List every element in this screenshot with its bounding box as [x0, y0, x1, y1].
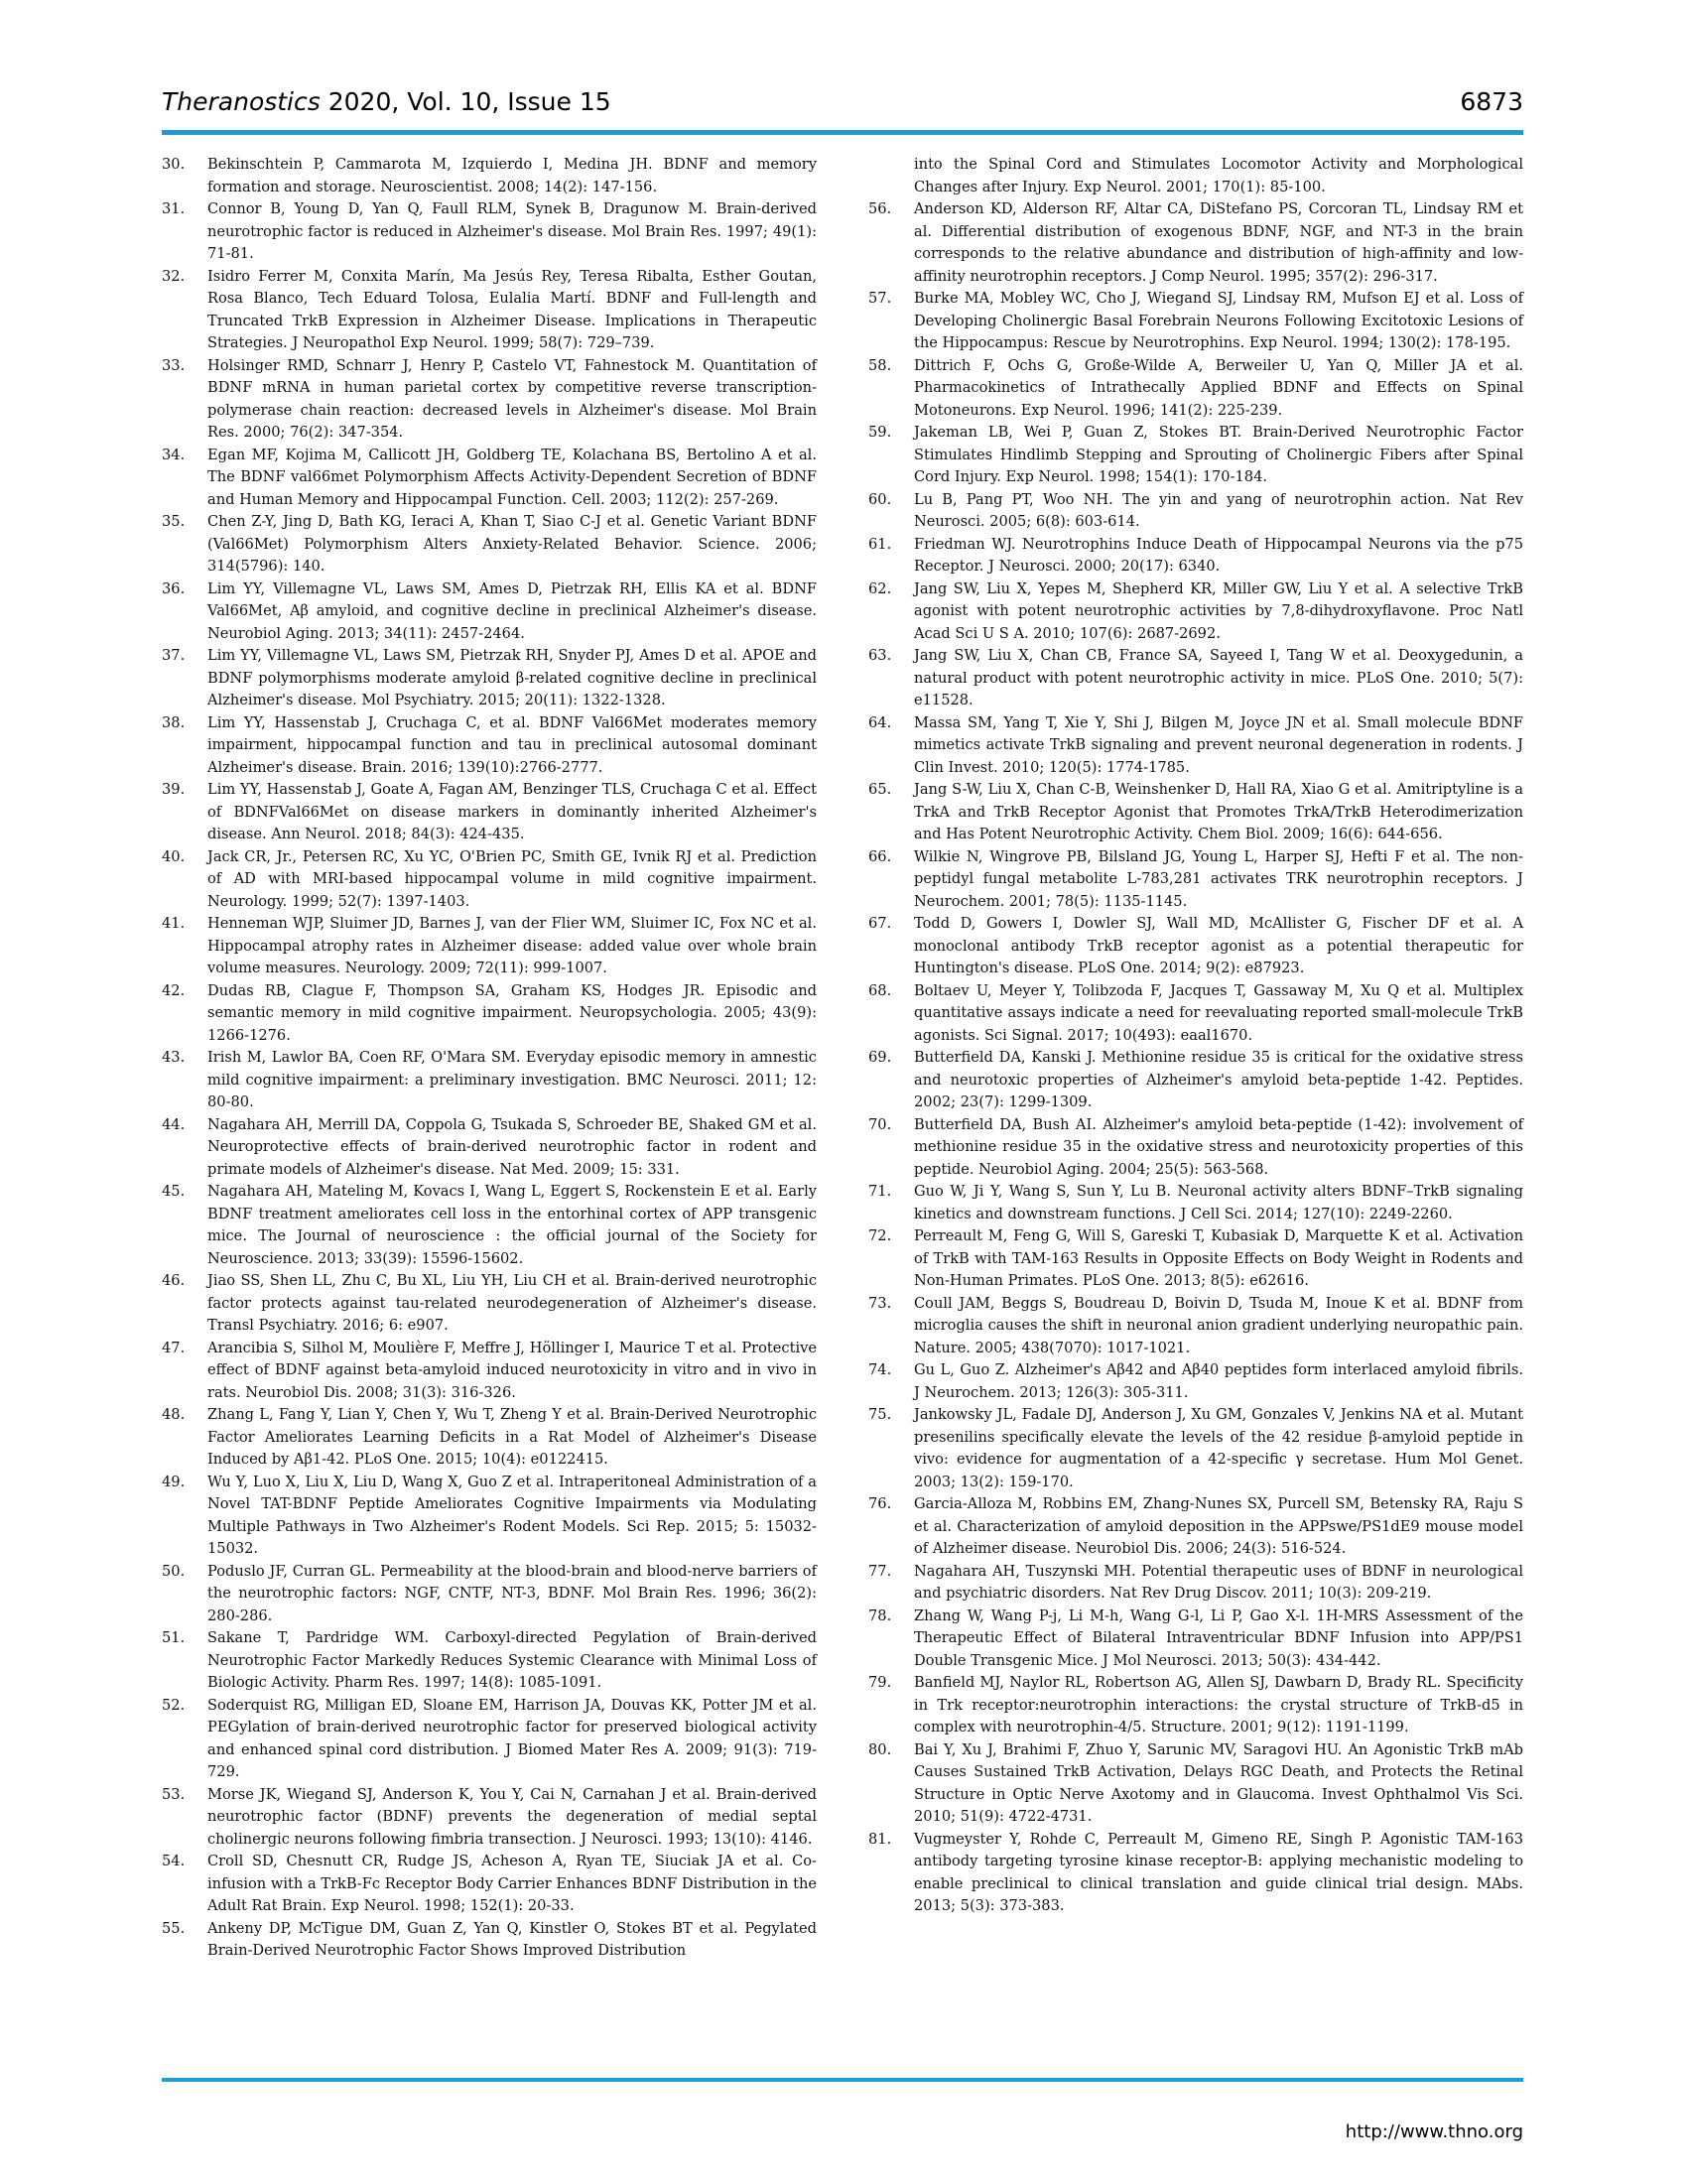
- reference-number: 81.: [868, 1830, 892, 1848]
- reference-item: [868, 1606, 1523, 1673]
- reference-number: 76.: [868, 1495, 892, 1512]
- reference-text: Nagahara AH, Tuszynski MH. Potential therapeutic uses of BDNF in neurological and psychiatric disorders. Nat Rev Drug Discov. 2011; 10(3): 209-219.: [914, 1562, 1523, 1602]
- reference-item: [868, 534, 1523, 578]
- reference-text: Nagahara AH, Merrill DA, Coppola G, Tsukada S, Schroeder BE, Shaked GM et al. Neuroprotective effects of brain-derived neurotrophic factor in rodent and primate models of Alzheimer's disease. Nat Med. 2009; 15: 331.: [207, 1115, 817, 1178]
- reference-item: [162, 913, 817, 980]
- reference-item: [868, 288, 1523, 355]
- reference-text: Boltaev U, Meyer Y, Tolibzoda F, Jacques T, Gassaway M, Xu Q et al. Multiplex quantitative assays indicate a need for reevaluating reported small-molecule TrkB agonists. Sci Signal. 2017; 10(493): eaal1670.: [914, 981, 1523, 1044]
- reference-text: Vugmeyster Y, Rohde C, Perreault M, Gimeno RE, Singh P. Agonistic TAM-163 antibody targeting tyrosine kinase receptor-B: applying mechanistic modeling to enable preclinical to clinical translation and guide clinical trial design. MAbs. 2013; 5(3): 373-383.: [914, 1830, 1523, 1914]
- reference-item: [868, 1829, 1523, 1918]
- reference-item: [162, 1627, 817, 1695]
- reference-number: 34.: [162, 446, 186, 463]
- reference-number: 78.: [868, 1606, 892, 1624]
- reference-text: Todd D, Gowers I, Dowler SJ, Wall MD, McAllister G, Fischer DF et al. A monoclonal antibody TrkB receptor agonist as a potential therapeutic for Huntington's disease. PLoS One. 2014; 9(2): e87923.: [914, 915, 1523, 976]
- reference-item: [162, 198, 817, 266]
- issue-info: 2020, Vol. 10, Issue 15: [327, 87, 611, 116]
- reference-item: [868, 1404, 1523, 1493]
- reference-text: Egan MF, Kojima M, Callicott JH, Goldberg TE, Kolachana BS, Bertolino A et al. The BDNF val66met Polymorphism Affects Activity-Dependent Secretion of BDNF and Human Memory and Hippocampal Function. Cell. 2003; 112(2): 257-269.: [207, 446, 817, 508]
- reference-number: 35.: [162, 513, 186, 530]
- reference-text: Arancibia S, Silhol M, Moulière F, Meffre J, Höllinger I, Maurice T et al. Protective effect of BDNF against beta-amyloid induced neurotoxicity in vitro and in vivo in rats. Neurobiol Dis. 2008; 31(3): 316-326.: [207, 1339, 817, 1401]
- reference-item: [868, 578, 1523, 646]
- reference-item: [162, 846, 817, 914]
- reference-number: 46.: [162, 1272, 186, 1289]
- reference-number: 36.: [162, 579, 186, 597]
- reference-text: Garcia-Alloza M, Robbins EM, Zhang-Nunes SX, Purcell SM, Betensky RA, Raju S et al. Characterization of amyloid deposition in the APPswe/PS1dE9 mouse model of Alzheimer disease. Neurobiol Dis. 2006; 24(3): 516-524.: [914, 1495, 1523, 1557]
- reference-item: [162, 1181, 817, 1270]
- reference-item: [162, 445, 817, 512]
- reference-number: 44.: [162, 1115, 186, 1133]
- reference-text: Jakeman LB, Wei P, Guan Z, Stokes BT. Brain-Derived Neurotrophic Factor Stimulates Hindlimb Stepping and Sprouting of Cholinergic Fibers after Spinal Cord Injury. Exp Neurol. 1998; 154(1): 170-184.: [914, 424, 1523, 485]
- reference-text: Dudas RB, Clague F, Thompson SA, Graham KS, Hodges JR. Episodic and semantic memory in mild cognitive impairment. Neuropsychologia. 2005; 43(9): 1266-1276.: [207, 981, 817, 1044]
- reference-number: 54.: [162, 1853, 186, 1869]
- reference-item: [868, 913, 1523, 980]
- reference-item: [868, 645, 1523, 712]
- reference-item: [162, 1784, 817, 1852]
- reference-item: [868, 1225, 1523, 1293]
- reference-item: [162, 1270, 817, 1338]
- reference-number: 57.: [868, 290, 892, 307]
- references-left-column: [162, 154, 817, 1963]
- reference-item: [162, 1918, 817, 1963]
- reference-number: 56.: [868, 200, 892, 217]
- reference-text: Burke MA, Mobley WC, Cho J, Wiegand SJ, Lindsay RM, Mufson EJ et al. Loss of Developing Cholinergic Basal Forebrain Neurons Following Excitotoxic Lesions of the Hippocampus: Rescue by Neurotrophins. Exp Neurol. 1994; 130(2): 178-195.: [914, 290, 1523, 351]
- reference-text: Lim YY, Hassenstab J, Goate A, Fagan AM, Benzinger TLS, Cruchaga C et al. Effect of BDNFVal66Met on disease markers in dominantly inherited Alzheimer's disease. Ann Neurol. 2018; 84(3): 424-435.: [207, 781, 817, 842]
- journal-name: Theranostics: [162, 87, 321, 116]
- reference-number: 45.: [162, 1183, 186, 1200]
- reference-text: Jankowsky JL, Fadale DJ, Anderson J, Xu GM, Gonzales V, Jenkins NA et al. Mutant presenilins specifically elevate the levels of the 42 residue β-amyloid peptide in vivo: evidence for augmentation of a 42-specific γ secretase. Hum Mol Genet. 2003; 13(2): 159-170.: [914, 1406, 1523, 1490]
- reference-text: Friedman WJ. Neurotrophins Induce Death of Hippocampal Neurons via the p75 Receptor. J Neurosci. 2000; 20(17): 6340.: [914, 535, 1523, 575]
- reference-number: 43.: [162, 1049, 186, 1066]
- references-right-column: [868, 154, 1523, 1918]
- reference-text: Guo W, Ji Y, Wang S, Sun Y, Lu B. Neuronal activity alters BDNF–TrkB signaling kinetics and downstream functions. J Cell Sci. 2014; 127(10): 2249-2260.: [914, 1183, 1523, 1222]
- reference-text: Bai Y, Xu J, Brahimi F, Zhuo Y, Sarunic MV, Saragovi HU. An Agonistic TrkB mAb Causes Sustained TrkB Activation, Delays RGC Death, and Protects the Retinal Structure in Optic Nerve Axotomy and in Glaucoma. Invest Ophthalmol Vis Sci. 2010; 51(9): 4722-4731.: [914, 1740, 1523, 1825]
- reference-text: Poduslo JF, Curran GL. Permeability at the blood-brain and blood-nerve barriers of the neurotrophic factors: NGF, CNTF, NT-3, BDNF. Mol Brain Res. 1996; 36(2): 280-286.: [207, 1562, 817, 1624]
- reference-item: [162, 1472, 817, 1561]
- reference-text: Lim YY, Villemagne VL, Laws SM, Pietrzak RH, Snyder PJ, Ames D et al. APOE and BDNF polymorphisms moderate amyloid β-related cognitive decline in preclinical Alzheimer's disease. Mol Psychiatry. 2015; 20(11): 1322-1328.: [207, 647, 817, 708]
- reference-item: [868, 1293, 1523, 1360]
- reference-text: Jang SW, Liu X, Yepes M, Shepherd KR, Miller GW, Liu Y et al. A selective TrkB agonist with potent neurotrophic activities by 7,8-dihydroxyflavone. Proc Natl Acad Sci U S A. 2010; 107(6): 2687-2692.: [914, 579, 1523, 642]
- reference-item: [868, 198, 1523, 288]
- reference-text: Nagahara AH, Mateling M, Kovacs I, Wang L, Eggert S, Rockenstein E et al. Early BDNF treatment ameliorates cell loss in the entorhinal cortex of APP transgenic mice. The Journal of neuroscience : the official journal of the Society for Neuroscience. 2013; 33(39): 15596-15602.: [207, 1183, 817, 1267]
- reference-text: Lim YY, Villemagne VL, Laws SM, Ames D, Pietrzak RH, Ellis KA et al. BDNF Val66Met, Aβ amyloid, and cognitive decline in preclinical Alzheimer's disease. Neurobiol Aging. 2013; 34(11): 2457-2464.: [207, 579, 817, 642]
- reference-number: 51.: [162, 1629, 186, 1646]
- reference-text: Connor B, Young D, Yan Q, Faull RLM, Synek B, Dragunow M. Brain-derived neurotrophic factor is reduced in Alzheimer's disease. Mol Brain Res. 1997; 49(1): 71-81.: [207, 200, 817, 262]
- reference-text: Isidro Ferrer M, Conxita Marín, Ma Jesús Rey, Teresa Ribalta, Esther Goutan, Rosa Blanco, Tech Eduard Tolosa, Eulalia Martí. BDNF and Full-length and Truncated TrkB Expression in Alzheimer Disease. Implications in Therapeutic Strategies. J Neuropathol Exp Neurol. 1999; 58(7): 729–739.: [207, 267, 817, 351]
- reference-text: Wilkie N, Wingrove PB, Bilsland JG, Young L, Harper SJ, Hefti F et al. The non-peptidyl fungal metabolite L-783,281 activates TRK neurotrophin receptors. J Neurochem. 2001; 78(5): 1135-1145.: [914, 847, 1523, 910]
- reference-number: 39.: [162, 781, 186, 798]
- reference-item: [868, 1739, 1523, 1829]
- reference-item: [162, 154, 817, 198]
- running-header: [162, 81, 1523, 133]
- reference-item: [162, 645, 817, 712]
- reference-text: Jang SW, Liu X, Chan CB, France SA, Sayeed I, Tang W et al. Deoxygedunin, a natural product with potent neurotrophic activity in mice. PLoS One. 2010; 5(7): e11528.: [914, 647, 1523, 708]
- reference-number: 75.: [868, 1406, 892, 1423]
- journal-citation: [162, 87, 611, 116]
- reference-text: Butterfield DA, Kanski J. Methionine residue 35 is critical for the oxidative stress and neurotoxic properties of Alzheimer's amyloid beta-peptide 1-42. Peptides. 2002; 23(7): 1299-1309.: [914, 1049, 1523, 1110]
- reference-number: 61.: [868, 535, 892, 553]
- reference-number: 32.: [162, 267, 186, 285]
- reference-number: 49.: [162, 1473, 186, 1490]
- reference-item: [162, 578, 817, 646]
- reference-text: Lu B, Pang PT, Woo NH. The yin and yang of neurotrophin action. Nat Rev Neurosci. 2005; 6(8): 603-614.: [914, 490, 1523, 530]
- reference-item: [868, 489, 1523, 534]
- reference-text: Jack CR, Jr., Petersen RC, Xu YC, O'Brien PC, Smith GE, Ivnik RJ et al. Prediction of AD with MRI-based hippocampal volume in mild cognitive impairment. Neurology. 1999; 52(7): 1397-1403.: [207, 847, 817, 910]
- reference-number: 50.: [162, 1562, 186, 1580]
- reference-number: 40.: [162, 847, 186, 865]
- reference-item: [868, 1561, 1523, 1606]
- reference-text: Chen Z-Y, Jing D, Bath KG, Ieraci A, Khan T, Siao C-J et al. Genetic Variant BDNF (Val66Met) Polymorphism Alters Anxiety-Related Behavior. Science. 2006; 314(5796): 140.: [207, 513, 817, 575]
- header-rule: [162, 130, 1523, 135]
- footer-rule: [162, 2078, 1523, 2082]
- reference-item: [162, 1695, 817, 1784]
- reference-item: [162, 1851, 817, 1918]
- page-number: 6873: [1460, 87, 1523, 116]
- reference-number: 71.: [868, 1183, 892, 1200]
- reference-text: Irish M, Lawlor BA, Coen RF, O'Mara SM. Everyday episodic memory in amnestic mild cognitive impairment: a preliminary investigation. BMC Neurosci. 2011; 12: 80-80.: [207, 1049, 817, 1110]
- reference-item: [162, 266, 817, 355]
- reference-text: Wu Y, Luo X, Liu X, Liu D, Wang X, Guo Z et al. Intraperitoneal Administration of a Novel TAT-BDNF Peptide Ameliorates Cognitive Impairments via Modulating Multiple Pathways in Two Alzheimer's Rodent Models. Sci Rep. 2015; 5: 15032-15032.: [207, 1473, 817, 1557]
- reference-number: 59.: [868, 424, 892, 441]
- reference-number: 73.: [868, 1294, 892, 1312]
- reference-number: 30.: [162, 156, 186, 173]
- reference-item: [868, 1181, 1523, 1225]
- reference-number: 31.: [162, 200, 186, 217]
- reference-item: [162, 779, 817, 846]
- reference-item: [868, 846, 1523, 914]
- reference-number: 48.: [162, 1406, 186, 1423]
- reference-number: 42.: [162, 981, 186, 999]
- reference-text: Ankeny DP, McTigue DM, Guan Z, Yan Q, Kinstler O, Stokes BT et al. Pegylated Brain-Derived Neurotrophic Factor Shows Improved Distribution: [207, 1919, 817, 1959]
- reference-text: Perreault M, Feng G, Will S, Gareski T, Kubasiak D, Marquette K et al. Activation of TrkB with TAM-163 Results in Opposite Effects on Body Weight in Rodents and Non-Human Primates. PLoS One. 2013; 8(5): e62616.: [914, 1227, 1523, 1289]
- reference-number: 79.: [868, 1674, 892, 1691]
- reference-number: 66.: [868, 847, 892, 865]
- reference-number: 62.: [868, 579, 892, 597]
- reference-text: Gu L, Guo Z. Alzheimer's Aβ42 and Aβ40 peptides form interlaced amyloid fibrils. J Neurochem. 2013; 126(3): 305-311.: [914, 1361, 1523, 1401]
- reference-continuation: into the Spinal Cord and Stimulates Locomotor Activity and Morphological Changes after Injury. Exp Neurol. 2001; 170(1): 85-100.: [914, 156, 1523, 195]
- reference-text: Massa SM, Yang T, Xie Y, Shi J, Bilgen M, Joyce JN et al. Small molecule BDNF mimetics activate TrkB signaling and prevent neuronal degeneration in rodents. J Clin Invest. 2010; 120(5): 1774-1785.: [914, 713, 1523, 776]
- reference-text: Zhang L, Fang Y, Lian Y, Chen Y, Wu T, Zheng Y et al. Brain-Derived Neurotrophic Factor Ameliorates Learning Deficits in a Rat Model of Alzheimer's Disease Induced by Aβ1-42. PLoS One. 2015; 10(4): e0122415.: [207, 1406, 817, 1468]
- reference-text: Croll SD, Chesnutt CR, Rudge JS, Acheson A, Ryan TE, Siuciak JA et al. Co-infusion with a TrkB-Fc Receptor Body Carrier Enhances BDNF Distribution in the Adult Rat Brain. Exp Neurol. 1998; 152(1): 20-33.: [207, 1853, 817, 1914]
- reference-number: 69.: [868, 1049, 892, 1066]
- reference-text: Holsinger RMD, Schnarr J, Henry P, Castelo VT, Fahnestock M. Quantitation of BDNF mRNA in human parietal cortex by competitive reverse transcription-polymerase chain reaction: decreased levels in Alzheimer's disease. Mol Brain Res. 2000; 76(2): 347-354.: [207, 356, 817, 441]
- reference-number: 60.: [868, 490, 892, 508]
- reference-text: Soderquist RG, Milligan ED, Sloane EM, Harrison JA, Douvas KK, Potter JM et al. PEGylation of brain-derived neurotrophic factor for preserved biological activity and enhanced spinal cord distribution. J Biomed Mater Res A. 2009; 91(3): 719-729.: [207, 1696, 817, 1780]
- reference-item: [162, 712, 817, 780]
- reference-text: Banfield MJ, Naylor RL, Robertson AG, Allen SJ, Dawbarn D, Brady RL. Specificity in Trk receptor:neurotrophin interactions: the crystal structure of TrkB-d5 in complex with neurotrophin-4/5. Structure. 2001; 9(12): 1191-1199.: [914, 1674, 1523, 1735]
- reference-number: 80.: [868, 1740, 892, 1758]
- reference-item: [162, 355, 817, 445]
- reference-item: [162, 1047, 817, 1114]
- reference-number: 53.: [162, 1785, 186, 1803]
- reference-number: 38.: [162, 713, 186, 731]
- reference-number: 47.: [162, 1339, 186, 1356]
- reference-number: 74.: [868, 1361, 892, 1378]
- reference-number: 33.: [162, 356, 186, 374]
- reference-number: 68.: [868, 981, 892, 999]
- reference-number: 55.: [162, 1919, 186, 1937]
- reference-item: [868, 1493, 1523, 1561]
- reference-text: Bekinschtein P, Cammarota M, Izquierdo I, Medina JH. BDNF and memory formation and storage. Neuroscientist. 2008; 14(2): 147-156.: [207, 156, 817, 195]
- reference-item: [162, 1404, 817, 1472]
- reference-number: 72.: [868, 1227, 892, 1244]
- reference-item: [162, 1338, 817, 1405]
- reference-item: [868, 1359, 1523, 1404]
- footer-url[interactable]: http://www.thno.org: [1345, 2121, 1523, 2142]
- reference-number: 58.: [868, 356, 892, 374]
- reference-text: Morse JK, Wiegand SJ, Anderson K, You Y, Cai N, Carnahan J et al. Brain-derived neurotrophic factor (BDNF) prevents the degeneration of medial septal cholinergic neurons following fimbria transection. J Neurosci. 1993; 13(10): 4146.: [207, 1785, 817, 1848]
- reference-number: 65.: [868, 781, 892, 798]
- reference-item: [868, 355, 1523, 423]
- reference-text: Coull JAM, Beggs S, Boudreau D, Boivin D, Tsuda M, Inoue K et al. BDNF from microglia causes the shift in neuronal anion gradient underlying neuropathic pain. Nature. 2005; 438(7070): 1017-1021.: [914, 1294, 1523, 1356]
- reference-text: Jiao SS, Shen LL, Zhu C, Bu XL, Liu YH, Liu CH et al. Brain-derived neurotrophic factor protects against tau-related neurodegeneration of Alzheimer's disease. Transl Psychiatry. 2016; 6: e907.: [207, 1272, 817, 1334]
- reference-item: [868, 422, 1523, 489]
- reference-text: Butterfield DA, Bush AI. Alzheimer's amyloid beta-peptide (1-42): involvement of methionine residue 35 in the oxidative stress and neurotoxicity properties of this peptide. Neurobiol Aging. 2004; 25(5): 563-568.: [914, 1115, 1523, 1178]
- reference-item: [868, 779, 1523, 846]
- reference-item: [868, 1047, 1523, 1114]
- reference-text: Zhang W, Wang P-j, Li M-h, Wang G-l, Li P, Gao X-l. 1H-MRS Assessment of the Therapeutic Effect of Bilateral Intraventricular BDNF Infusion into APP/PS1 Double Transgenic Mice. J Mol Neurosci. 2013; 50(3): 434-442.: [914, 1606, 1523, 1669]
- reference-number: 41.: [162, 915, 186, 932]
- reference-item: [868, 1114, 1523, 1182]
- reference-text: Anderson KD, Alderson RF, Altar CA, DiStefano PS, Corcoran TL, Lindsay RM et al. Differential distribution of exogenous BDNF, NGF, and NT-3 in the brain corresponds to the relative abundance and distribution of high-affinity and low-affinity neurotrophin receptors. J Comp Neurol. 1995; 357(2): 296-317.: [914, 200, 1523, 285]
- reference-item: [162, 1561, 817, 1628]
- reference-number: 52.: [162, 1696, 186, 1714]
- reference-text: Lim YY, Hassenstab J, Cruchaga C, et al. BDNF Val66Met moderates memory impairment, hippocampal function and tau in preclinical autosomal dominant Alzheimer's disease. Brain. 2016; 139(10):2766-2777.: [207, 713, 817, 776]
- reference-text: Jang S-W, Liu X, Chan C-B, Weinshenker D, Hall RA, Xiao G et al. Amitriptyline is a TrkA and TrkB Receptor Agonist that Promotes TrkA/TrkB Heterodimerization and Has Potent Neurotrophic Activity. Chem Biol. 2009; 16(6): 644-656.: [914, 781, 1523, 842]
- reference-number: 63.: [868, 647, 892, 664]
- reference-number: 77.: [868, 1562, 892, 1580]
- reference-item: [868, 1672, 1523, 1739]
- reference-text: Dittrich F, Ochs G, Große-Wilde A, Berweiler U, Yan Q, Miller JA et al. Pharmacokinetics of Intrathecally Applied BDNF and Effects on Spinal Motoneurons. Exp Neurol. 1996; 141(2): 225-239.: [914, 356, 1523, 419]
- reference-item: [868, 980, 1523, 1048]
- reference-item: [868, 712, 1523, 780]
- reference-number: 37.: [162, 647, 186, 664]
- reference-text: Sakane T, Pardridge WM. Carboxyl-directed Pegylation of Brain-derived Neurotrophic Factor Markedly Reduces Systemic Clearance with Minimal Loss of Biologic Activity. Pharm Res. 1997; 14(8): 1085-1091.: [207, 1629, 817, 1691]
- reference-number: 64.: [868, 713, 892, 731]
- reference-item: [162, 1114, 817, 1182]
- reference-number: 67.: [868, 915, 892, 932]
- reference-item: [162, 511, 817, 578]
- reference-text: Henneman WJP, Sluimer JD, Barnes J, van der Flier WM, Sluimer IC, Fox NC et al. Hippocampal atrophy rates in Alzheimer disease: added value over whole brain volume measures. Neurology. 2009; 72(11): 999-1007.: [207, 915, 817, 976]
- reference-number: 70.: [868, 1115, 892, 1133]
- reference-item: [162, 980, 817, 1048]
